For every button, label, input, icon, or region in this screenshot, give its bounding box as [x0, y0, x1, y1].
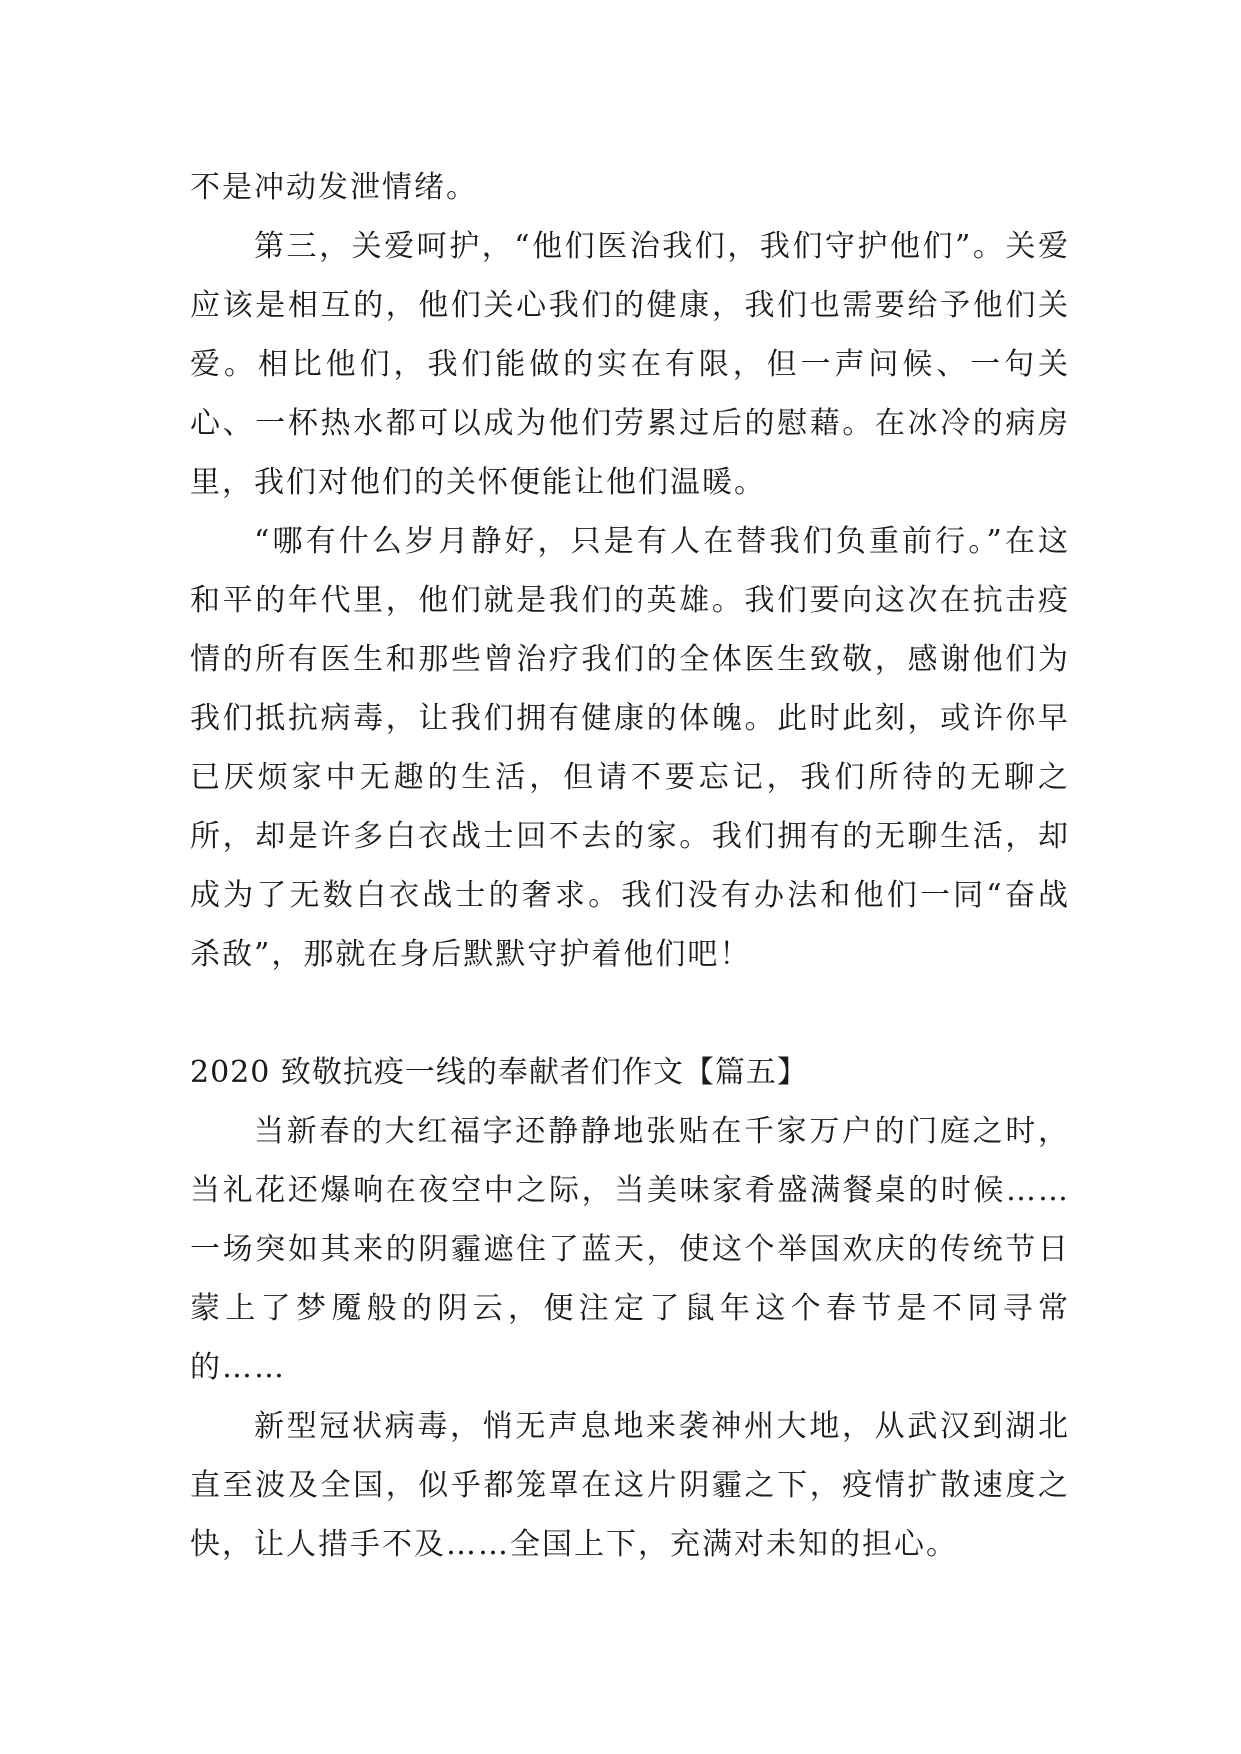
- paragraph-new-year: 当新春的大红福字还静静地张贴在千家万户的门庭之时，当礼花还爆响在夜空中之际，当美味家肴盛满餐桌的时候……一场突如其来的阴霾遮住了蓝天，使这个举国欢庆的传统节日蒙上了梦魇般的阴云，便注定了鼠年这个春节是不同寻常的……: [190, 1114, 1070, 1385]
- document-body: [190, 158, 1070, 1574]
- section-heading: 2020 致敬抗疫一线的奉献者们作文【篇五】: [190, 1055, 808, 1090]
- paragraph-heroes: “哪有什么岁月静好，只是有人在替我们负重前行。”在这和平的年代里，他们就是我们的英雄。我们要向这次在抗击疫情的所有医生和那些曾治疗我们的全体医生致敬，感谢他们为我们抵抗病毒，让我们拥有健康的体魄。此时此刻，或许你早已厌烦家中无趣的生活，但请不要忘记，我们所待的无聊之所，却是许多白衣战士回不去的家。我们拥有的无聊生活，却成为了无数白衣战士的奢求。我们没有办法和他们一同“奋战杀敌”，那就在身后默默守护着他们吧！: [190, 524, 1070, 972]
- paragraph-continuation: 不是冲动发泄情绪。: [190, 170, 478, 205]
- paragraph-virus: 新型冠状病毒，悄无声息地来袭神州大地，从武汉到湖北直至波及全国，似乎都笼罩在这片阴霾之下，疫情扩散速度之快，让人措手不及……全国上下，充满对未知的担心。: [190, 1409, 1070, 1562]
- paragraph-care: 第三，关爱呵护，“他们医治我们，我们守护他们”。关爱应该是相互的，他们关心我们的健康，我们也需要给予他们关爱。相比他们，我们能做的实在有限，但一声问候、一句关心、一杯热水都可以成为他们劳累过后的慰藉。在冰冷的病房里，我们对他们的关怀便能让他们温暖。: [190, 229, 1070, 500]
